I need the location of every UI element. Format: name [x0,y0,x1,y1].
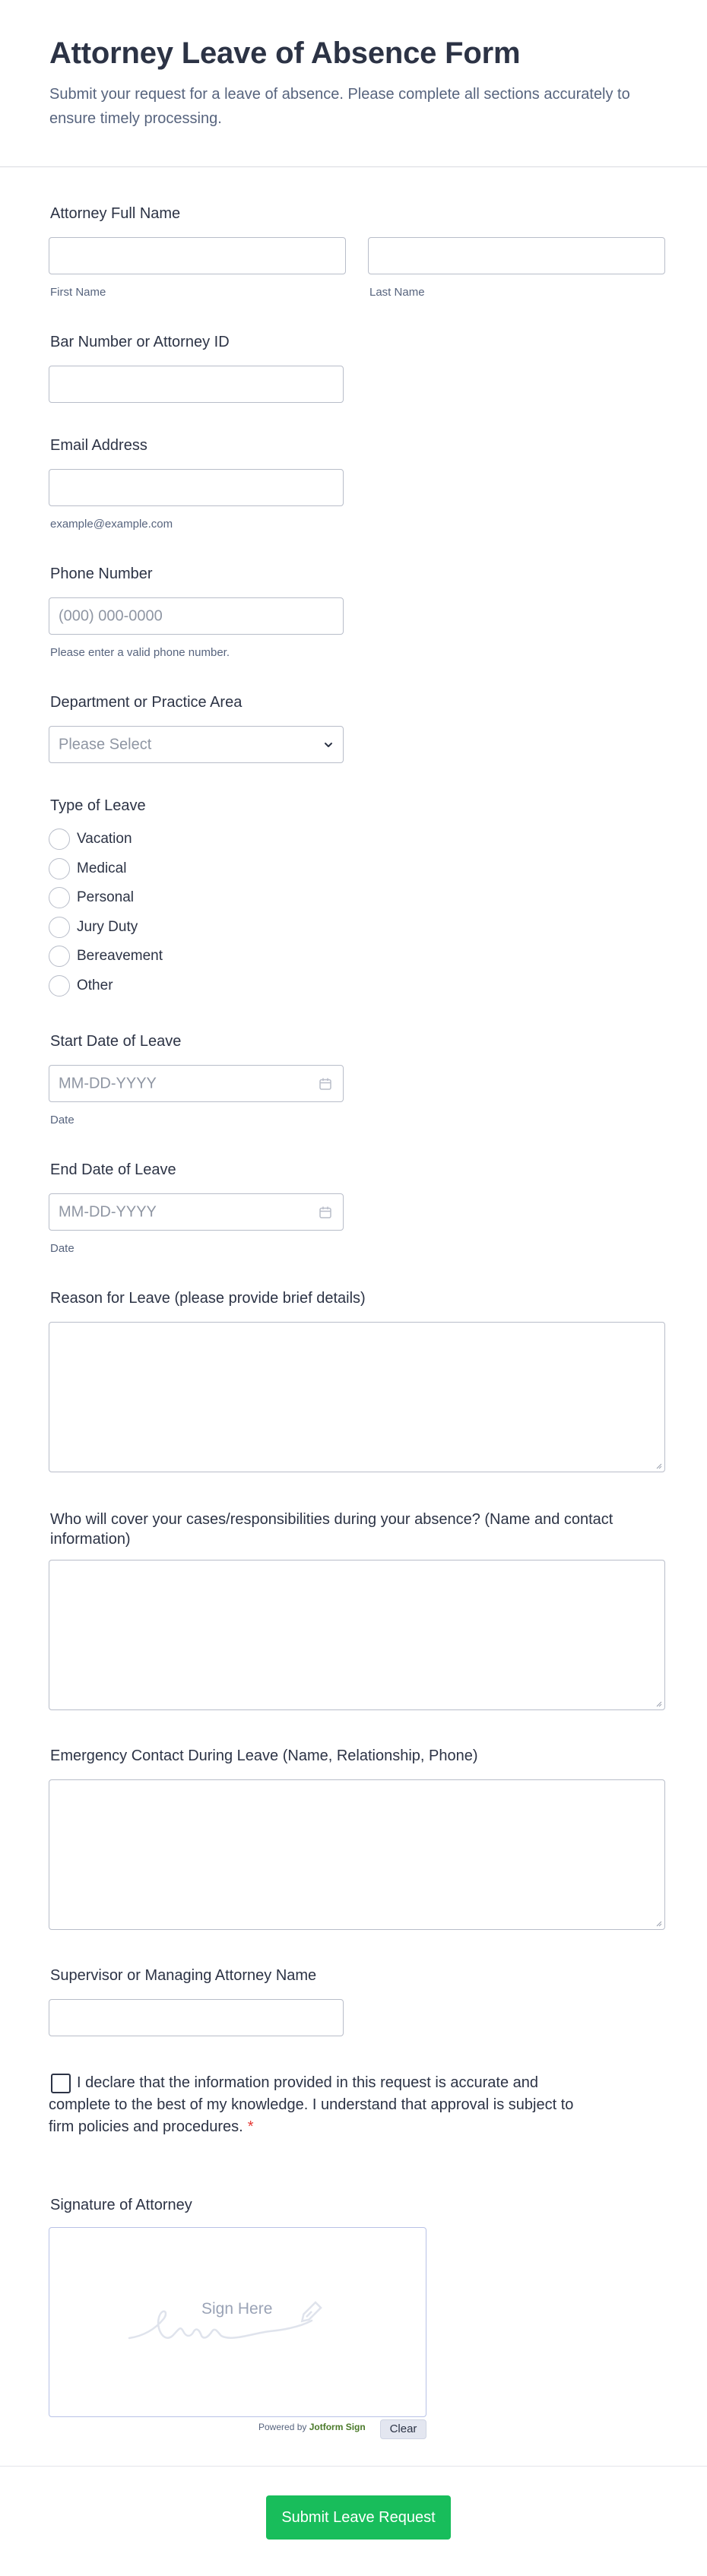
radio-label: Medical [77,860,127,876]
powered-brand: Jotform Sign [309,2422,366,2432]
phone-placeholder: (000) 000-0000 [59,607,163,624]
radio-label: Personal [77,889,134,905]
end-date-input[interactable] [49,1193,344,1231]
signature-label: Signature of Attorney [50,2197,192,2213]
last-name-sublabel: Last Name [369,286,425,299]
department-placeholder: Please Select [59,736,152,753]
end-date-sublabel: Date [50,1242,75,1255]
radio-circle[interactable] [49,887,70,908]
radio-circle[interactable] [49,975,70,996]
page-title: Attorney Leave of Absence Form [49,36,521,70]
calendar-icon[interactable] [319,1077,332,1091]
reason-textarea[interactable] [49,1322,665,1472]
start-date-placeholder: MM-DD-YYYY [59,1075,157,1092]
radio-circle[interactable] [49,858,70,879]
radio-label: Vacation [77,831,132,847]
radio-circle[interactable] [49,829,70,850]
start-date-sublabel: Date [50,1114,75,1126]
radio-label: Other [77,977,113,993]
email-sublabel: example@example.com [50,518,173,531]
sign-here-placeholder: Sign Here [201,2300,273,2318]
supervisor-label: Supervisor or Managing Attorney Name [50,1967,317,1984]
start-date-input[interactable] [49,1065,344,1102]
bar-number-label: Bar Number or Attorney ID [50,334,230,350]
department-label: Department or Practice Area [50,694,243,711]
emergency-textarea[interactable] [49,1779,665,1930]
coverage-label: Who will cover your cases/responsibilities during your absence? (Name and contact information) [50,1511,613,1548]
full-name-label: Attorney Full Name [50,205,181,222]
department-select[interactable] [49,726,344,763]
clear-signature-button[interactable]: Clear [380,2419,426,2439]
start-date-label: Start Date of Leave [50,1033,182,1050]
emergency-label: Emergency Contact During Leave (Name, Relationship, Phone) [50,1747,478,1764]
resize-grip-icon[interactable] [655,1462,662,1469]
powered-prefix: Powered by [258,2422,307,2432]
first-name-sublabel: First Name [50,286,106,299]
first-name-input[interactable] [49,237,346,274]
signature-pad[interactable] [49,2227,426,2417]
end-date-label: End Date of Leave [50,1161,176,1178]
powered-by [258,2422,366,2432]
declaration-body: I declare that the information provided in this request is accurate and complete to the best of my knowledge. I understand that approval is subject to firm policies and procedures. [49,2074,574,2135]
resize-grip-icon[interactable] [655,1919,662,1927]
phone-input[interactable] [49,597,344,635]
radio-label: Jury Duty [77,919,138,935]
resize-grip-icon[interactable] [655,1700,662,1707]
email-input[interactable] [49,469,344,506]
calendar-icon[interactable] [319,1206,332,1219]
end-date-placeholder: MM-DD-YYYY [59,1203,157,1220]
footer-divider [0,2466,707,2467]
submit-button[interactable]: Submit Leave Request [266,2495,451,2540]
page-subtitle: Submit your request for a leave of absence. Please complete all sections accurately to ensure timely processing. [49,86,630,127]
reason-label: Reason for Leave (please provide brief details) [50,1290,366,1307]
chevron-down-icon [323,740,334,750]
phone-sublabel: Please enter a valid phone number. [50,646,230,659]
bar-number-input[interactable] [49,366,344,403]
last-name-input[interactable] [368,237,665,274]
phone-label: Phone Number [50,566,153,582]
supervisor-input[interactable] [49,1999,344,2036]
radio-label: Bereavement [77,948,163,964]
declaration-text [49,2072,596,2138]
form-header [0,0,707,167]
radio-circle[interactable] [49,917,70,938]
leave-type-label: Type of Leave [50,797,146,814]
required-asterisk: * [247,2118,254,2135]
radio-circle[interactable] [49,946,70,967]
coverage-textarea[interactable] [49,1560,665,1710]
email-label: Email Address [50,437,147,454]
